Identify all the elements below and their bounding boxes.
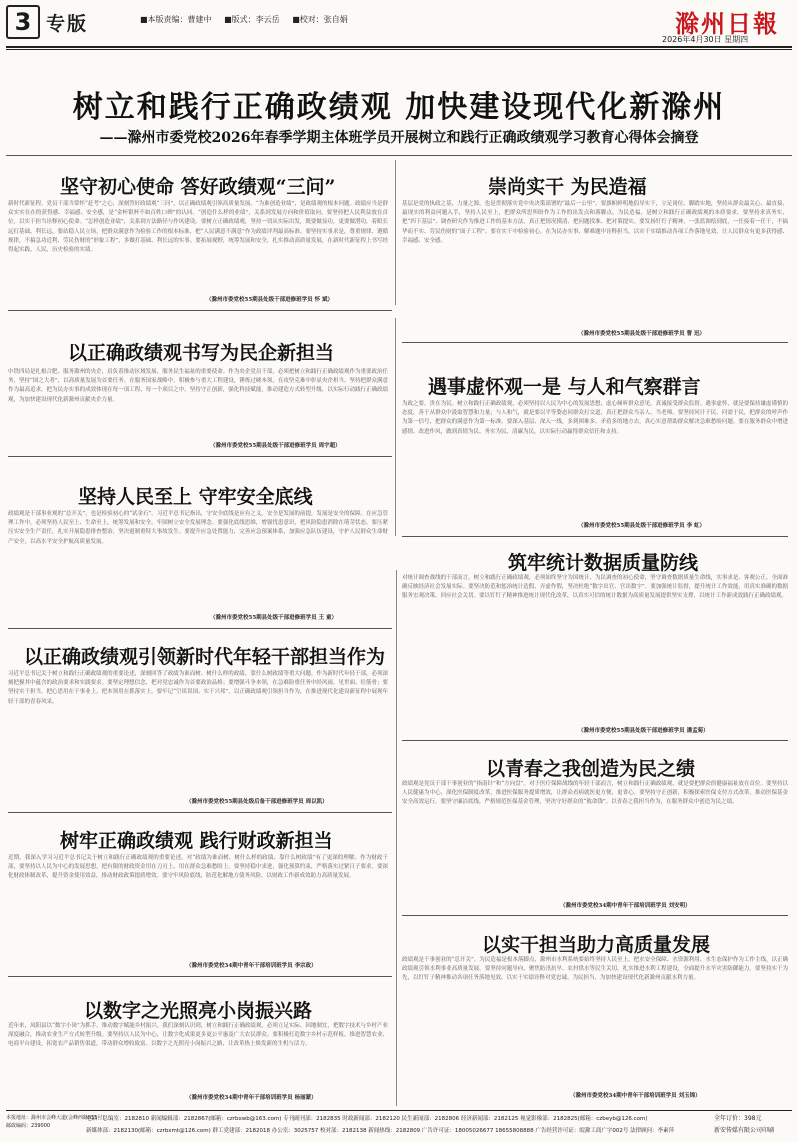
article-body: 对统计调查战线的干部而言，树立和践行正确政绩观，必须始终坚守为国统计、为民调查的初心使命，坚守调查数据质量生命线，实事求是、客观公正，全面准确反映经济社会发展实际。要坚决防范和惩治统计造假、弄虚作假，坚决杜绝“数字出官、官出数字”。要加强统计监督，提升统计工作效能，用真实准确的数据服务宏观决策、回应社会关切。要以钉钉子精神推进统计现代化改革，以真实可信的统计数据为高质量发展提供坚实支撑，以统计工作新成效践行正确政绩观。 <box>402 575 788 600</box>
article-body: 政绩观是党员干部干事创业的“指南针”和“方向盘”。对于医疗保障战线的年轻干部而言，树立和践行正确政绩观，就是要把群众的健康福祉放在首位。要坚持以人民健康为中心，深化医保制度改革，推进医保服务提质增效，让群众看病就医更方便、更省心。要坚持守正创新，积极探索医保支付方式改革，推动医保基金安全高效运行。要坚守廉洁底线，严格规范医保基金管理，坚决守好群众的“救命钱”。以青春之我担当作为，在服务群众中创造为民之绩。 <box>402 781 788 806</box>
article-author: （滁州市委党校55期县处级干部进修班学员 王 童） <box>210 615 337 621</box>
article-body: 新时代新征程，党员干部当常怀“赶考”之心，深刻答好政绩观“三问”，以正确政绩观引领高质量发展。“为谁创造业绩”，是政绩观的根本问题。政绩应当是群众实实在在的获得感、幸福感、安全感，是“金杯银杯不如百姓口碑”的认同。“创造什么样的业绩”，关系到发展方向和价值取向。要坚持把人民利益放在首位，以实干担当诠释初心使命。“怎样创造业绩”，关系到方法路径与作风建设。要树立正确政绩观，坚持一切从实际出发，既要做显功，更要做潜功，着眼长远打基础、利长远。要站稳人民立场，把群众满意作为检验工作的根本标准，把“人民满意不满意”作为政绩评判最高标准。要坚持实事求是，尊重规律、遵循规律，不搞急功近利、劳民伤财的“形象工程”，多做打基础、利长远的实事。要拓展视野，统筹发展和安全，扎实推动高质量发展，在新时代新征程上书写经得起实践、人民、历史检验的实绩。 <box>8 201 388 254</box>
price-text: 全年订价：398元 <box>714 1115 762 1122</box>
article-title: 崇尚实干 为民造福 <box>488 176 647 198</box>
article-divider <box>8 976 392 977</box>
article-body: 政绩观是干部事业观的“总开关”，也是检验初心的“试金石”。习近平总书记指出，守安全底线是应有之义。安全是发展的前提，发展是安全的保障。在应急管理工作中，必须坚持人民至上、生命至上，统筹发展和安全，牢固树立安全发展理念。要强化底线思维，增强忧患意识，把风险隐患消除在萌芽状态。要压紧压实安全生产责任，扎实开展隐患排查整治，坚决遏制重特大事故发生。要提升应急处置能力，完善应急预案体系，加强应急队伍建设，守护人民群众生命财产安全，以高水平安全护航高质量发展。 <box>8 511 388 545</box>
footer-rule <box>6 1110 792 1111</box>
article-body: 基层是党的执政之基、力量之源，也是贯彻落实党中央决策部署的“最后一公里”。要旗帜鲜明地倡导实干，立足岗位、脚踏实地，坚持从群众最关心、最直接、最现实的利益问题入手，坚持人民至上，把群众所思所盼作为工作的出发点和落脚点。为民造福，是树立和践行正确政绩观的本质要求。要坚持求真务实，把“四下基层”、调查研究作为推进工作的基本方法，真正把情况摸清、把问题找准、把对策提实。要发扬钉钉子精神，一张蓝图绘到底，一任接着一任干，不搞华而不实、劳民伤财的“面子工程”。要在实干中检验初心，在为民办实事、解难题中诠释担当，以实干实绩推动各项工作落地见效，让人民群众有更多获得感、幸福感、安全感。 <box>402 201 788 244</box>
article-divider <box>8 812 392 813</box>
editorial-credits <box>140 14 358 25</box>
article-author: （滁州市委党校34期中青年干部培训班学员 刘玉锦） <box>570 1093 701 1099</box>
article-author: （滁州市委党校55期县处级干部进修班学员 潘孟菊） <box>578 728 709 734</box>
article-title: 筑牢统计数据质量防线 <box>508 552 699 574</box>
newspaper-logo: 滁州日報 <box>675 9 779 38</box>
article-body: 政绩观是干事创业的“总开关”。为民造福是根本落脚点，滁州市水利系统要始终坚持人民至上，把水安全保障、水资源利用、水生态保护作为工作主线，以正确政绩观引领水利事业高质量发展。要坚持问题导向，聚焦防汛抗旱、农村供水等民生关切，扎实推进水利工程建设，全面提升水旱灾害防御能力。要坚持实干为先，以钉钉子精神推动各项任务落地见效，以实干实绩诠释对党忠诚、为民担当，为加快建设现代化新滁州贡献水利力量。 <box>402 957 788 982</box>
article-body: 近年来，凤阳县以“数字小岗”为抓手，推动数字赋能乡村振兴。我们深刻认识到，树立和践行正确政绩观，必须立足实际、因地制宜，把数字技术与乡村产业深度融合，推动农业生产方式转型升级。要坚持以人民为中心，让数字化成果更多更公平惠及广大农民群众。要积极打造数字乡村示范样板，推进智慧农业、电商平台建设，拓宽农产品销售渠道，带动群众增收致富。以数字之光照亮小岗振兴之路，让改革热土焕发新的生机与活力。 <box>8 1023 388 1048</box>
article-author: （滁州市委党校55期县处级后备干部进修班学员 周以凯） <box>186 799 328 805</box>
contacts-line1: 电话：总编室：2182810 新闻编辑部：2182867(邮箱：czrbxwb@163.com) 专刊副刊部：2182835 时政新闻部：2182120 民生新闻部：2182806 经济新闻部：2182125 视觉影像部：2182825(邮箱：czbeyb@126.com) <box>86 1116 648 1122</box>
article-divider <box>402 740 788 741</box>
article-author: （滁州市委党校55期县处级干部进修班学员 周宇超） <box>210 443 341 449</box>
article-author: （滁州市委党校34期中青年干部培训班学员 刘安明） <box>560 903 691 909</box>
article-divider <box>402 915 788 916</box>
proof-credit: ■校对：张自娟 <box>292 15 348 24</box>
article-divider <box>402 342 788 343</box>
article-body: 习近平总书记关于树立和践行正确政绩观的重要论述，深刻回答了政绩为谁而树、树什么样的政绩、靠什么树政绩等重大问题。作为新时代年轻干部，必须深刻把握其中蕴含的政治要求和实践要求。要坚定理想信念，把对党忠诚作为首要政治品格；要增强斗争本领，在急难险重任务中经风雨、见世面、壮筋骨；要坚持实干担当，把心思用在干事业上，把本领用在抓落实上。要牢记“空谈误国、实干兴邦”，以正确政绩观引领担当作为，在推进现代化建设新征程中展现年轻干部的青春风采。 <box>8 671 388 705</box>
layout-credit: ■版式：李云岳 <box>224 15 280 24</box>
article-divider <box>8 628 392 629</box>
editor-credit: ■本版责编：曹建中 <box>140 15 212 24</box>
article-body: 中铁四局是扎根合肥、服务滁州的央企，肩负着推动区域发展、服务民生福祉的重要使命。作为央企党员干部，必须把树立和践行正确政绩观作为重要政治任务，坚持“国之大者”，以高质量发展为首要任务。在服务国家战略中，积极参与重大工程建设，锤炼过硬本领，在攻坚克难中彰显央企担当。坚持把群众满意作为最高追求，把为民办实事的成效体现在每一项工程、每一个项目之中。坚持守正创新，强化科技赋能，推动建造方式转型升级，以实际行动践行正确政绩观，为加快建设现代化新滁州贡献央企力量。 <box>8 369 388 403</box>
article-divider <box>402 536 788 537</box>
article-title: 以正确政绩观引领新时代年轻干部担当作为 <box>24 646 386 668</box>
article-title: 以实干担当助力高质量发展 <box>482 934 711 956</box>
column-separator <box>396 570 397 1106</box>
article-author: （滁州市委党校55期县处级干部进修班学员 曹 迅） <box>578 331 705 337</box>
main-headline: 树立和践行正确政绩观 加快建设现代化新滁州 <box>72 90 726 125</box>
article-title: 以正确政绩观书写为民企新担当 <box>68 342 335 364</box>
header-rule <box>6 46 792 48</box>
footer-contacts <box>86 1113 706 1137</box>
contacts-line2: 新媒体部：2182130(邮箱：czrbxmt@126.com) 群工党建部：2182018 办公室：3025757 校对部：2182138 新闻热线：2182809 广告许可证：18005026677 18655808888 广告经营许可证：皖滁工商广字002号 法律顾问：李素萍 <box>86 1128 675 1134</box>
article-title: 坚持人民至上 守牢安全底线 <box>78 486 313 508</box>
zip-text: 邮政编码：239000 <box>6 1123 51 1129</box>
printer-text: 新安传媒有限公司印刷 <box>714 1127 775 1134</box>
article-author: （滁州市委党校55期县处级干部进修班学员 李 虹） <box>578 523 705 529</box>
article-author: （滁州市委党校34期中青年干部培训班学员 李宗政） <box>186 963 317 969</box>
section-label: 专版 <box>46 13 89 35</box>
footer-price <box>714 1113 774 1137</box>
column-separator <box>395 160 396 305</box>
article-title: 以青春之我创造为民之绩 <box>486 758 696 780</box>
article-title: 树牢正确政绩观 践行财政新担当 <box>60 830 333 852</box>
article-author: （滁州市委党校34期中青年干部培训班学员 杨丽蒙） <box>186 1095 317 1101</box>
header-rule-thin <box>6 49 792 50</box>
headline-divider <box>6 155 792 156</box>
article-title: 遇事虚怀观一是 与人和气察群言 <box>428 376 701 398</box>
main-subheadline: ——滁州市委党校2026年春季学期主体班学员开展树立和践行正确政绩观学习教育心得体会摘登 <box>99 130 699 146</box>
column-separator <box>395 318 396 536</box>
article-title: 以数字之光照亮小岗振兴路 <box>84 1000 313 1022</box>
article-title: 坚守初心使命 答好政绩观“三问” <box>60 176 336 198</box>
article-author: （滁州市委党校55期县处级干部进修班学员 怀 斌） <box>206 297 333 303</box>
article-body: 近期，我深入学习习近平总书记关于树立和践行正确政绩观的重要论述，对“政绩为谁而树、树什么样的政绩、靠什么树政绩”有了更深的理解。作为财政干部，要坚持以人民为中心的发展思想，把有限的财政资金用在刀刃上、用在群众急难愁盼上。要坚持稳中求进，强化预算约束，严格落实过紧日子要求。要深化财政体制改革，提升资金使用效益，推动财政政策提质增效。要守牢风险底线，防范化解地方债务风险，以财政工作新成效助力高质量发展。 <box>8 855 388 880</box>
issue-date: 2026年4月30日 星期四 <box>662 35 749 44</box>
address-text: 本报地址：滁州市会峰大道(会峰西路555号) <box>6 1115 105 1121</box>
page-number: 3 <box>6 5 40 39</box>
article-divider <box>8 310 392 311</box>
article-divider <box>8 456 392 457</box>
article-body: 为政之要，贵在为民。树立和践行正确政绩观，必须坚持以人民为中心的发展思想，虚心倾听群众意见，真诚接受群众监督。遇事虚怀，就是要保持谦虚谨慎的态度，善于从群众中汲取智慧和力量；与人和气，就是要以平等姿态同群众打交道，真正把群众当亲人、当老师。要坚持问计于民、问需于民，把群众的呼声作为第一信号，把群众的满意作为第一标准。要深入基层、深入一线，多到困难多、矛盾多的地方去，真心实意帮助群众解决急难愁盼问题。要在服务群众中增进感情、改进作风，做到真情为民、务实为民、清廉为民，以实际行动赢得群众信任和支持。 <box>402 401 788 435</box>
